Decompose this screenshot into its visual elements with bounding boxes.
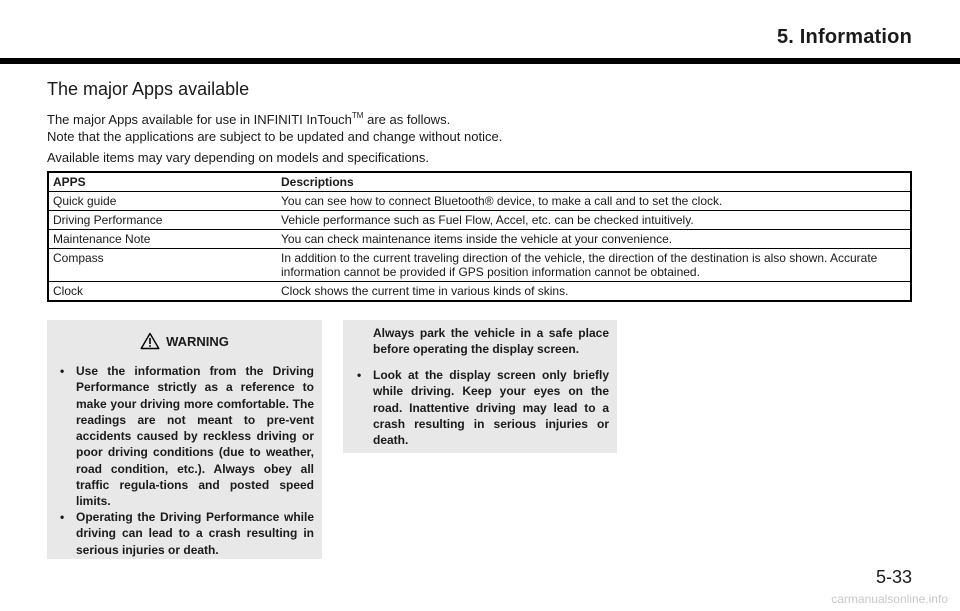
- bullet-marker: •: [60, 364, 65, 378]
- warning-bullet: [60, 363, 314, 510]
- app-description: You can see how to connect Bluetooth® device, to make a call and to set the clock.: [277, 192, 911, 211]
- bullet-marker: •: [357, 368, 362, 382]
- header-rule: [0, 58, 960, 64]
- app-description: Vehicle performance such as Fuel Flow, Accel, etc. can be checked intuitively.: [277, 211, 911, 230]
- bullet-text: Operating the Driving Performance while driving can lead to a crash resulting in serious injuries or death.: [76, 510, 314, 557]
- page-number: 5-33: [875, 567, 912, 587]
- intro-suffix: are as follows.: [363, 112, 451, 127]
- table-row: [48, 230, 911, 249]
- warning-title: [47, 332, 322, 350]
- availability-note: Available items may vary depending on models and specifications.: [47, 150, 430, 165]
- bullet-marker: •: [60, 510, 65, 524]
- intro-prefix: The major Apps available for use in INFINITI InTouch: [47, 112, 352, 127]
- page-heading: The major Apps available: [47, 79, 250, 99]
- app-name: Clock: [48, 282, 277, 302]
- table-row: [48, 282, 911, 302]
- watermark: carmanualsonline.info: [831, 592, 948, 606]
- app-name: Compass: [48, 249, 277, 282]
- app-description: You can check maintenance items inside the vehicle at your convenience.: [277, 230, 911, 249]
- table-header-row: [48, 172, 911, 192]
- app-name: Maintenance Note: [48, 230, 277, 249]
- warning-bullet: [357, 367, 609, 448]
- section-title: 5. Information: [776, 26, 912, 48]
- intro-paragraph: [47, 108, 450, 128]
- app-description: In addition to the current traveling direction of the vehicle, the direction of the destination is also shown. Accurate information cannot be provided if GPS position information cannot be obtained.: [277, 249, 911, 282]
- warning-box-continued: [343, 320, 617, 453]
- update-note: Note that the applications are subject to be updated and change without notice.: [47, 129, 503, 144]
- app-name: Driving Performance: [48, 211, 277, 230]
- bullet-text: Look at the display screen only briefly while driving. Keep your eyes on the road. Inattentive driving may lead to a crash resulting in serious injuries or death.: [373, 368, 609, 448]
- column-header-descriptions: Descriptions: [277, 172, 911, 192]
- table-row: [48, 192, 911, 211]
- bullet-text: Use the information from the Driving Performance strictly as a reference to make your driving more comfortable. The readings are not meant to pre-vent accidents caused by reckless driving or poor driving conditions (due to weather, road condition, etc.). Always obey all traffic regula-tions and posted speed limits.: [76, 364, 314, 509]
- app-description: Clock shows the current time in various kinds of skins.: [277, 282, 911, 302]
- warning-box: [47, 320, 322, 559]
- warning-title-text: WARNING: [166, 334, 229, 349]
- warning-bullet: [60, 509, 314, 558]
- column-header-apps: APPS: [48, 172, 277, 192]
- table-row: [48, 249, 911, 282]
- apps-table: [47, 171, 912, 302]
- trademark-superscript: TM: [351, 111, 364, 120]
- warning-bullet-continued: [373, 325, 609, 358]
- table-row: [48, 211, 911, 230]
- warning-triangle-icon: [140, 332, 160, 350]
- app-name: Quick guide: [48, 192, 277, 211]
- bullet-text: Always park the vehicle in a safe place before operating the display screen.: [373, 326, 609, 357]
